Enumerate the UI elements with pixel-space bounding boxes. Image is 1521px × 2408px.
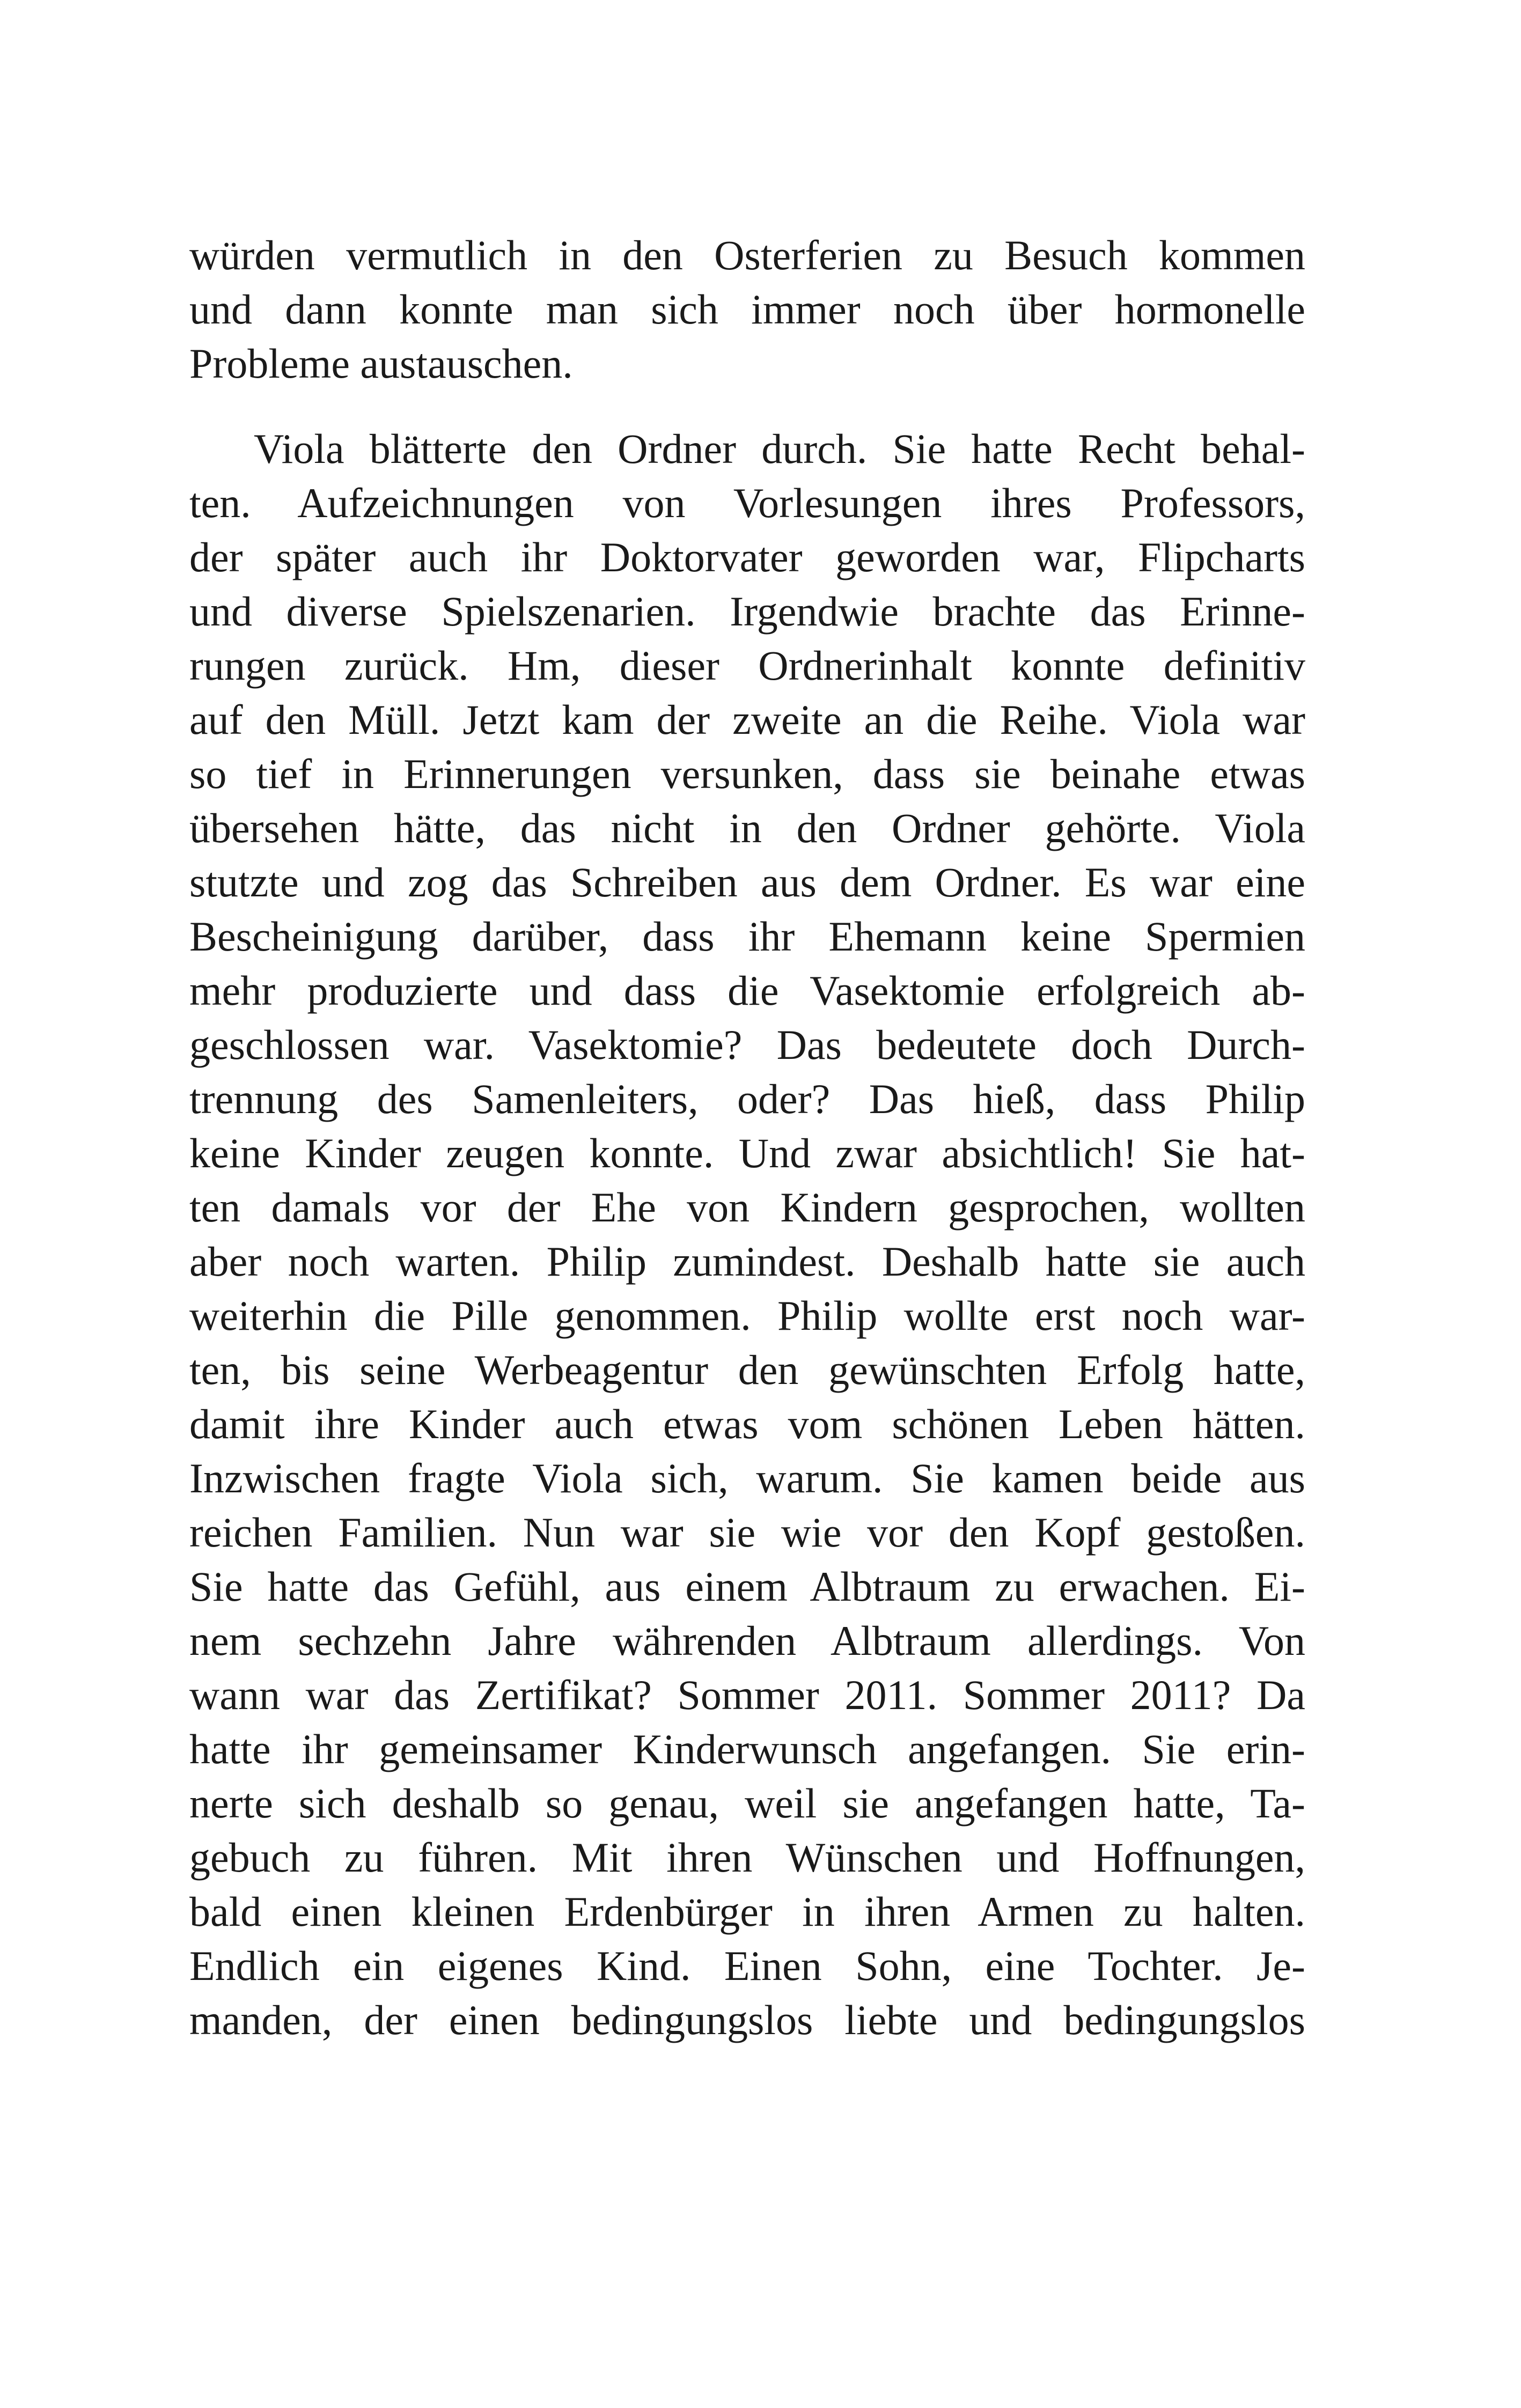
text-line: Bescheinigung darüber, dass ihr Ehemann keine Spermien [189,913,1305,960]
paragraph-1 [189,228,1305,391]
text-line: aber noch warten. Philip zumindest. Deshalb hatte sie auch [189,1238,1305,1285]
text-line: würden vermutlich in den Osterferien zu Besuch kommen [189,232,1305,278]
page-body [189,228,1305,2047]
text-line: ten damals vor der Ehe von Kindern gesprochen, wollten [189,1184,1305,1231]
text-line: reichen Familien. Nun war sie wie vor den Kopf gestoßen. [189,1509,1305,1556]
text-line: der später auch ihr Doktorvater geworden war, Flipcharts [189,534,1305,580]
text-line: und diverse Spielszenarien. Irgendwie brachte das Erinne- [189,588,1305,635]
text-line: Viola blätterte den Ordner durch. Sie hatte Recht behal- [254,425,1305,472]
text-line: übersehen hätte, das nicht in den Ordner gehörte. Viola [189,805,1305,851]
text-line: manden, der einen bedingungslos liebte und bedingungslos [189,1997,1305,2043]
text-line: geschlossen war. Vasektomie? Das bedeutete doch Durch- [189,1021,1305,1068]
text-line: trennung des Samenleiters, oder? Das hieß, dass Philip [189,1076,1305,1122]
text-line: nerte sich deshalb so genau, weil sie angefangen hatte, Ta- [189,1780,1305,1827]
text-line: weiterhin die Pille genommen. Philip wollte erst noch war- [189,1292,1305,1339]
text-line: wann war das Zertifikat? Sommer 2011. Sommer 2011? Da [189,1671,1305,1718]
text-line: nem sechzehn Jahre währenden Albtraum allerdings. Von [189,1617,1305,1664]
paragraph-2 [189,422,1305,2047]
text-line: hatte ihr gemeinsamer Kinderwunsch angefangen. Sie erin- [189,1726,1305,1772]
text-line: damit ihre Kinder auch etwas vom schönen Leben hätten. [189,1401,1305,1447]
text-line: gebuch zu führen. Mit ihren Wünschen und Hoffnungen, [189,1834,1305,1881]
text-line: ten, bis seine Werbeagentur den gewünschten Erfolg hatte, [189,1346,1305,1393]
text-line: Sie hatte das Gefühl, aus einem Albtraum zu erwachen. Ei- [189,1563,1305,1610]
text-line: ten. Aufzeichnungen von Vorlesungen ihres Professors, [189,480,1305,526]
text-line: mehr produzierte und dass die Vasektomie erfolgreich ab- [189,967,1305,1014]
paragraph-gap [189,391,1305,422]
text-line: rungen zurück. Hm, dieser Ordnerinhalt konnte definitiv [189,642,1305,689]
text-line: stutzte und zog das Schreiben aus dem Ordner. Es war eine [189,859,1305,905]
text-line: Inzwischen fragte Viola sich, warum. Sie kamen beide aus [189,1455,1305,1501]
text-line: Endlich ein eigenes Kind. Einen Sohn, eine Tochter. Je- [189,1942,1305,1989]
text-line: Probleme austauschen. [189,340,573,387]
text-line: bald einen kleinen Erdenbürger in ihren Armen zu halten. [189,1888,1305,1935]
text-line: keine Kinder zeugen konnte. Und zwar absichtlich! Sie hat- [189,1130,1305,1176]
text-line: auf den Müll. Jetzt kam der zweite an die Reihe. Viola war [189,696,1305,743]
text-line: und dann konnte man sich immer noch über hormonelle [189,286,1305,333]
text-line: so tief in Erinnerungen versunken, dass sie beinahe etwas [189,750,1305,797]
